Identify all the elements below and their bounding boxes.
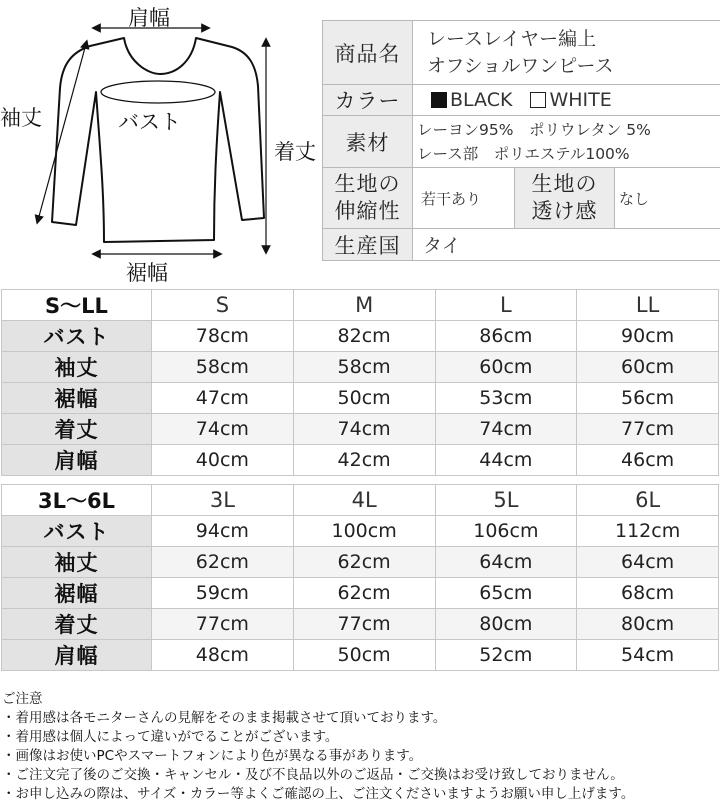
size-header: 5L bbox=[435, 485, 577, 516]
spec-origin-label: 生産国 bbox=[323, 229, 413, 261]
spec-origin-value: タイ bbox=[413, 229, 720, 261]
shoulder-label: 肩幅 bbox=[128, 2, 170, 32]
measure-value: 64cm bbox=[577, 547, 719, 578]
spec-stretch-value: 若干あり bbox=[413, 168, 515, 229]
table-row bbox=[2, 516, 719, 547]
measure-value: 82cm bbox=[293, 321, 435, 352]
length-label: 着丈 bbox=[274, 136, 316, 166]
size-header: 4L bbox=[293, 485, 435, 516]
measure-value: 64cm bbox=[435, 547, 577, 578]
measure-value: 53cm bbox=[435, 383, 577, 414]
measure-label: バスト bbox=[2, 516, 152, 547]
note-item: ・ご注文完了後のご交換・キャンセル・及び不良品以外のご返品・ご交換はお受け致しておりません。 bbox=[2, 766, 718, 785]
sheer-label-line1: 生地の bbox=[515, 171, 614, 198]
measure-value: 60cm bbox=[577, 352, 719, 383]
table-row bbox=[2, 352, 719, 383]
size-header: 6L bbox=[577, 485, 719, 516]
measure-value: 62cm bbox=[293, 547, 435, 578]
note-item: ・お申し込みの際は、サイズ・カラー等よくご確認の上、ご注文くださいますようお願い申し上げます。 bbox=[2, 785, 718, 804]
measure-value: 42cm bbox=[293, 445, 435, 476]
stretch-label-line1: 生地の bbox=[323, 171, 412, 198]
size-table-3l-6l bbox=[1, 484, 719, 671]
measure-label: 肩幅 bbox=[2, 445, 152, 476]
spec-sheer-label bbox=[515, 168, 615, 229]
measure-label: 着丈 bbox=[2, 414, 152, 445]
measure-value: 50cm bbox=[293, 640, 435, 671]
product-spec-table bbox=[322, 20, 720, 261]
measure-label: 袖丈 bbox=[2, 547, 152, 578]
measure-value: 74cm bbox=[152, 414, 294, 445]
table-row bbox=[2, 414, 719, 445]
table-row bbox=[2, 640, 719, 671]
garment-diagram bbox=[0, 0, 322, 285]
note-item: ・着用感は各モニターさんの見解をそのまま掲載させて頂いております。 bbox=[2, 709, 718, 728]
measure-label: 裾幅 bbox=[2, 578, 152, 609]
black-swatch-icon bbox=[431, 92, 447, 108]
size-header: M bbox=[293, 290, 435, 321]
measure-value: 46cm bbox=[577, 445, 719, 476]
measure-value: 52cm bbox=[435, 640, 577, 671]
measure-value: 77cm bbox=[577, 414, 719, 445]
measure-value: 80cm bbox=[435, 609, 577, 640]
table-row bbox=[2, 609, 719, 640]
measure-value: 65cm bbox=[435, 578, 577, 609]
stretch-label-line2: 伸縮性 bbox=[323, 198, 412, 225]
spec-stretch-label bbox=[323, 168, 413, 229]
notes-title: ご注意 bbox=[2, 690, 718, 709]
spec-name-line1: レースレイヤー編上 bbox=[427, 26, 716, 53]
measure-value: 44cm bbox=[435, 445, 577, 476]
measure-label: バスト bbox=[2, 321, 152, 352]
measure-value: 47cm bbox=[152, 383, 294, 414]
measure-value: 60cm bbox=[435, 352, 577, 383]
size-range-label: S～LL bbox=[2, 290, 152, 321]
measure-value: 40cm bbox=[152, 445, 294, 476]
table-row bbox=[2, 321, 719, 352]
measure-value: 62cm bbox=[293, 578, 435, 609]
table-row bbox=[2, 547, 719, 578]
measure-value: 56cm bbox=[577, 383, 719, 414]
spec-name-value bbox=[413, 21, 720, 85]
spec-name-label: 商品名 bbox=[323, 21, 413, 85]
spec-sheer-value: なし bbox=[615, 168, 720, 229]
measure-value: 62cm bbox=[152, 547, 294, 578]
measure-value: 50cm bbox=[293, 383, 435, 414]
measure-value: 100cm bbox=[293, 516, 435, 547]
table-row bbox=[2, 383, 719, 414]
measure-label: 肩幅 bbox=[2, 640, 152, 671]
table-row bbox=[2, 578, 719, 609]
measure-value: 48cm bbox=[152, 640, 294, 671]
measure-value: 58cm bbox=[152, 352, 294, 383]
measure-value: 74cm bbox=[293, 414, 435, 445]
size-table-s-ll bbox=[1, 289, 719, 476]
measure-value: 77cm bbox=[152, 609, 294, 640]
sleeve-label: 袖丈 bbox=[0, 102, 42, 132]
notes-section bbox=[2, 690, 718, 804]
bust-label: バスト bbox=[118, 106, 181, 136]
measure-value: 94cm bbox=[152, 516, 294, 547]
measure-label: 着丈 bbox=[2, 609, 152, 640]
color-black: BLACK bbox=[450, 89, 512, 111]
hem-label: 裾幅 bbox=[126, 257, 168, 287]
material-line1: レーヨン95% ポリウレタン 5% bbox=[417, 118, 716, 142]
spec-color-value bbox=[413, 85, 720, 116]
measure-value: 58cm bbox=[293, 352, 435, 383]
size-header: L bbox=[435, 290, 577, 321]
measure-value: 77cm bbox=[293, 609, 435, 640]
note-item: ・着用感は個人によって違いがでることがございます。 bbox=[2, 728, 718, 747]
size-header: LL bbox=[577, 290, 719, 321]
spec-color-label: カラー bbox=[323, 85, 413, 116]
color-white: WHITE bbox=[549, 89, 611, 111]
note-item: ・画像はお使いPCやスマートフォンにより色が異なる事があります。 bbox=[2, 747, 718, 766]
measure-value: 86cm bbox=[435, 321, 577, 352]
spec-material-label: 素材 bbox=[323, 116, 413, 168]
size-header: 3L bbox=[152, 485, 294, 516]
measure-value: 80cm bbox=[577, 609, 719, 640]
spec-material-value bbox=[413, 116, 720, 168]
white-swatch-icon bbox=[530, 92, 546, 108]
spec-name-line2: オフショルワンピース bbox=[427, 53, 716, 80]
measure-value: 106cm bbox=[435, 516, 577, 547]
measure-value: 54cm bbox=[577, 640, 719, 671]
size-header: S bbox=[152, 290, 294, 321]
sheer-label-line2: 透け感 bbox=[515, 198, 614, 225]
measure-label: 裾幅 bbox=[2, 383, 152, 414]
measure-value: 90cm bbox=[577, 321, 719, 352]
size-range-label: 3L～6L bbox=[2, 485, 152, 516]
table-row bbox=[2, 445, 719, 476]
measure-label: 袖丈 bbox=[2, 352, 152, 383]
measure-value: 78cm bbox=[152, 321, 294, 352]
measure-value: 68cm bbox=[577, 578, 719, 609]
measure-value: 112cm bbox=[577, 516, 719, 547]
measure-value: 59cm bbox=[152, 578, 294, 609]
measure-value: 74cm bbox=[435, 414, 577, 445]
material-line2: レース部 ポリエステル100% bbox=[417, 142, 716, 166]
